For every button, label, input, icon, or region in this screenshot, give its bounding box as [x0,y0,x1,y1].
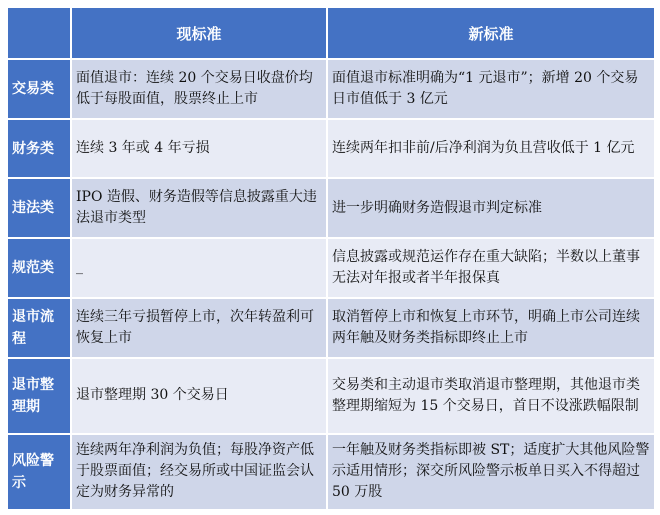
row-new-standard: 连续两年扣非前/后净利润为负且营收低于 1 亿元 [328,120,654,178]
header-new-standard: 新标准 [328,8,654,58]
row-current-standard: 面值退市：连续 20 个交易日收盘价均低于每股面值，股票终止上市 [72,60,326,118]
row-new-standard: 取消暂停上市和恢复上市环节，明确上市公司连续两年触及财务类指标即终止上市 [328,299,654,357]
row-category: 规范类 [8,239,70,297]
row-category: 交易类 [8,60,70,118]
table-row [8,120,654,178]
delisting-standards-table [6,6,656,511]
row-new-standard: 信息披露或规范运作存在重大缺陷；半数以上董事无法对年报或者半年报保真 [328,239,654,297]
table-row [8,239,654,297]
row-new-standard: 进一步明确财务造假退市判定标准 [328,179,654,237]
row-category: 财务类 [8,120,70,178]
row-current-standard: 连续三年亏损暂停上市，次年转盈利可恢复上市 [72,299,326,357]
row-new-standard: 面值退市标准明确为“1 元退市”；新增 20 个交易日市值低于 3 亿元 [328,60,654,118]
table-row [8,60,654,118]
row-new-standard: 一年触及财务类指标即被 ST；适度扩大其他风险警示适用情形；深交所风险警示板单日买入不得超过 50 万股 [328,435,654,509]
row-category: 风险警示 [8,435,70,509]
row-current-standard: 退市整理期 30 个交易日 [72,359,326,433]
header-current-standard: 现标准 [72,8,326,58]
table-row [8,435,654,509]
table-row [8,179,654,237]
row-current-standard: _ [72,239,326,297]
row-current-standard: 连续两年净利润为负值；每股净资产低于股票面值；经交易所或中国证监会认定为财务异常的 [72,435,326,509]
table-header-row [8,8,654,58]
table-row [8,299,654,357]
row-category: 违法类 [8,179,70,237]
row-category: 退市流程 [8,299,70,357]
row-category: 退市整理期 [8,359,70,433]
header-corner [8,8,70,58]
table-row [8,359,654,433]
row-new-standard: 交易类和主动退市类取消退市整理期，其他退市类整理期缩短为 15 个交易日，首日不设涨跌幅限制 [328,359,654,433]
row-current-standard: IPO 造假、财务造假等信息披露重大违法退市类型 [72,179,326,237]
row-current-standard: 连续 3 年或 4 年亏损 [72,120,326,178]
